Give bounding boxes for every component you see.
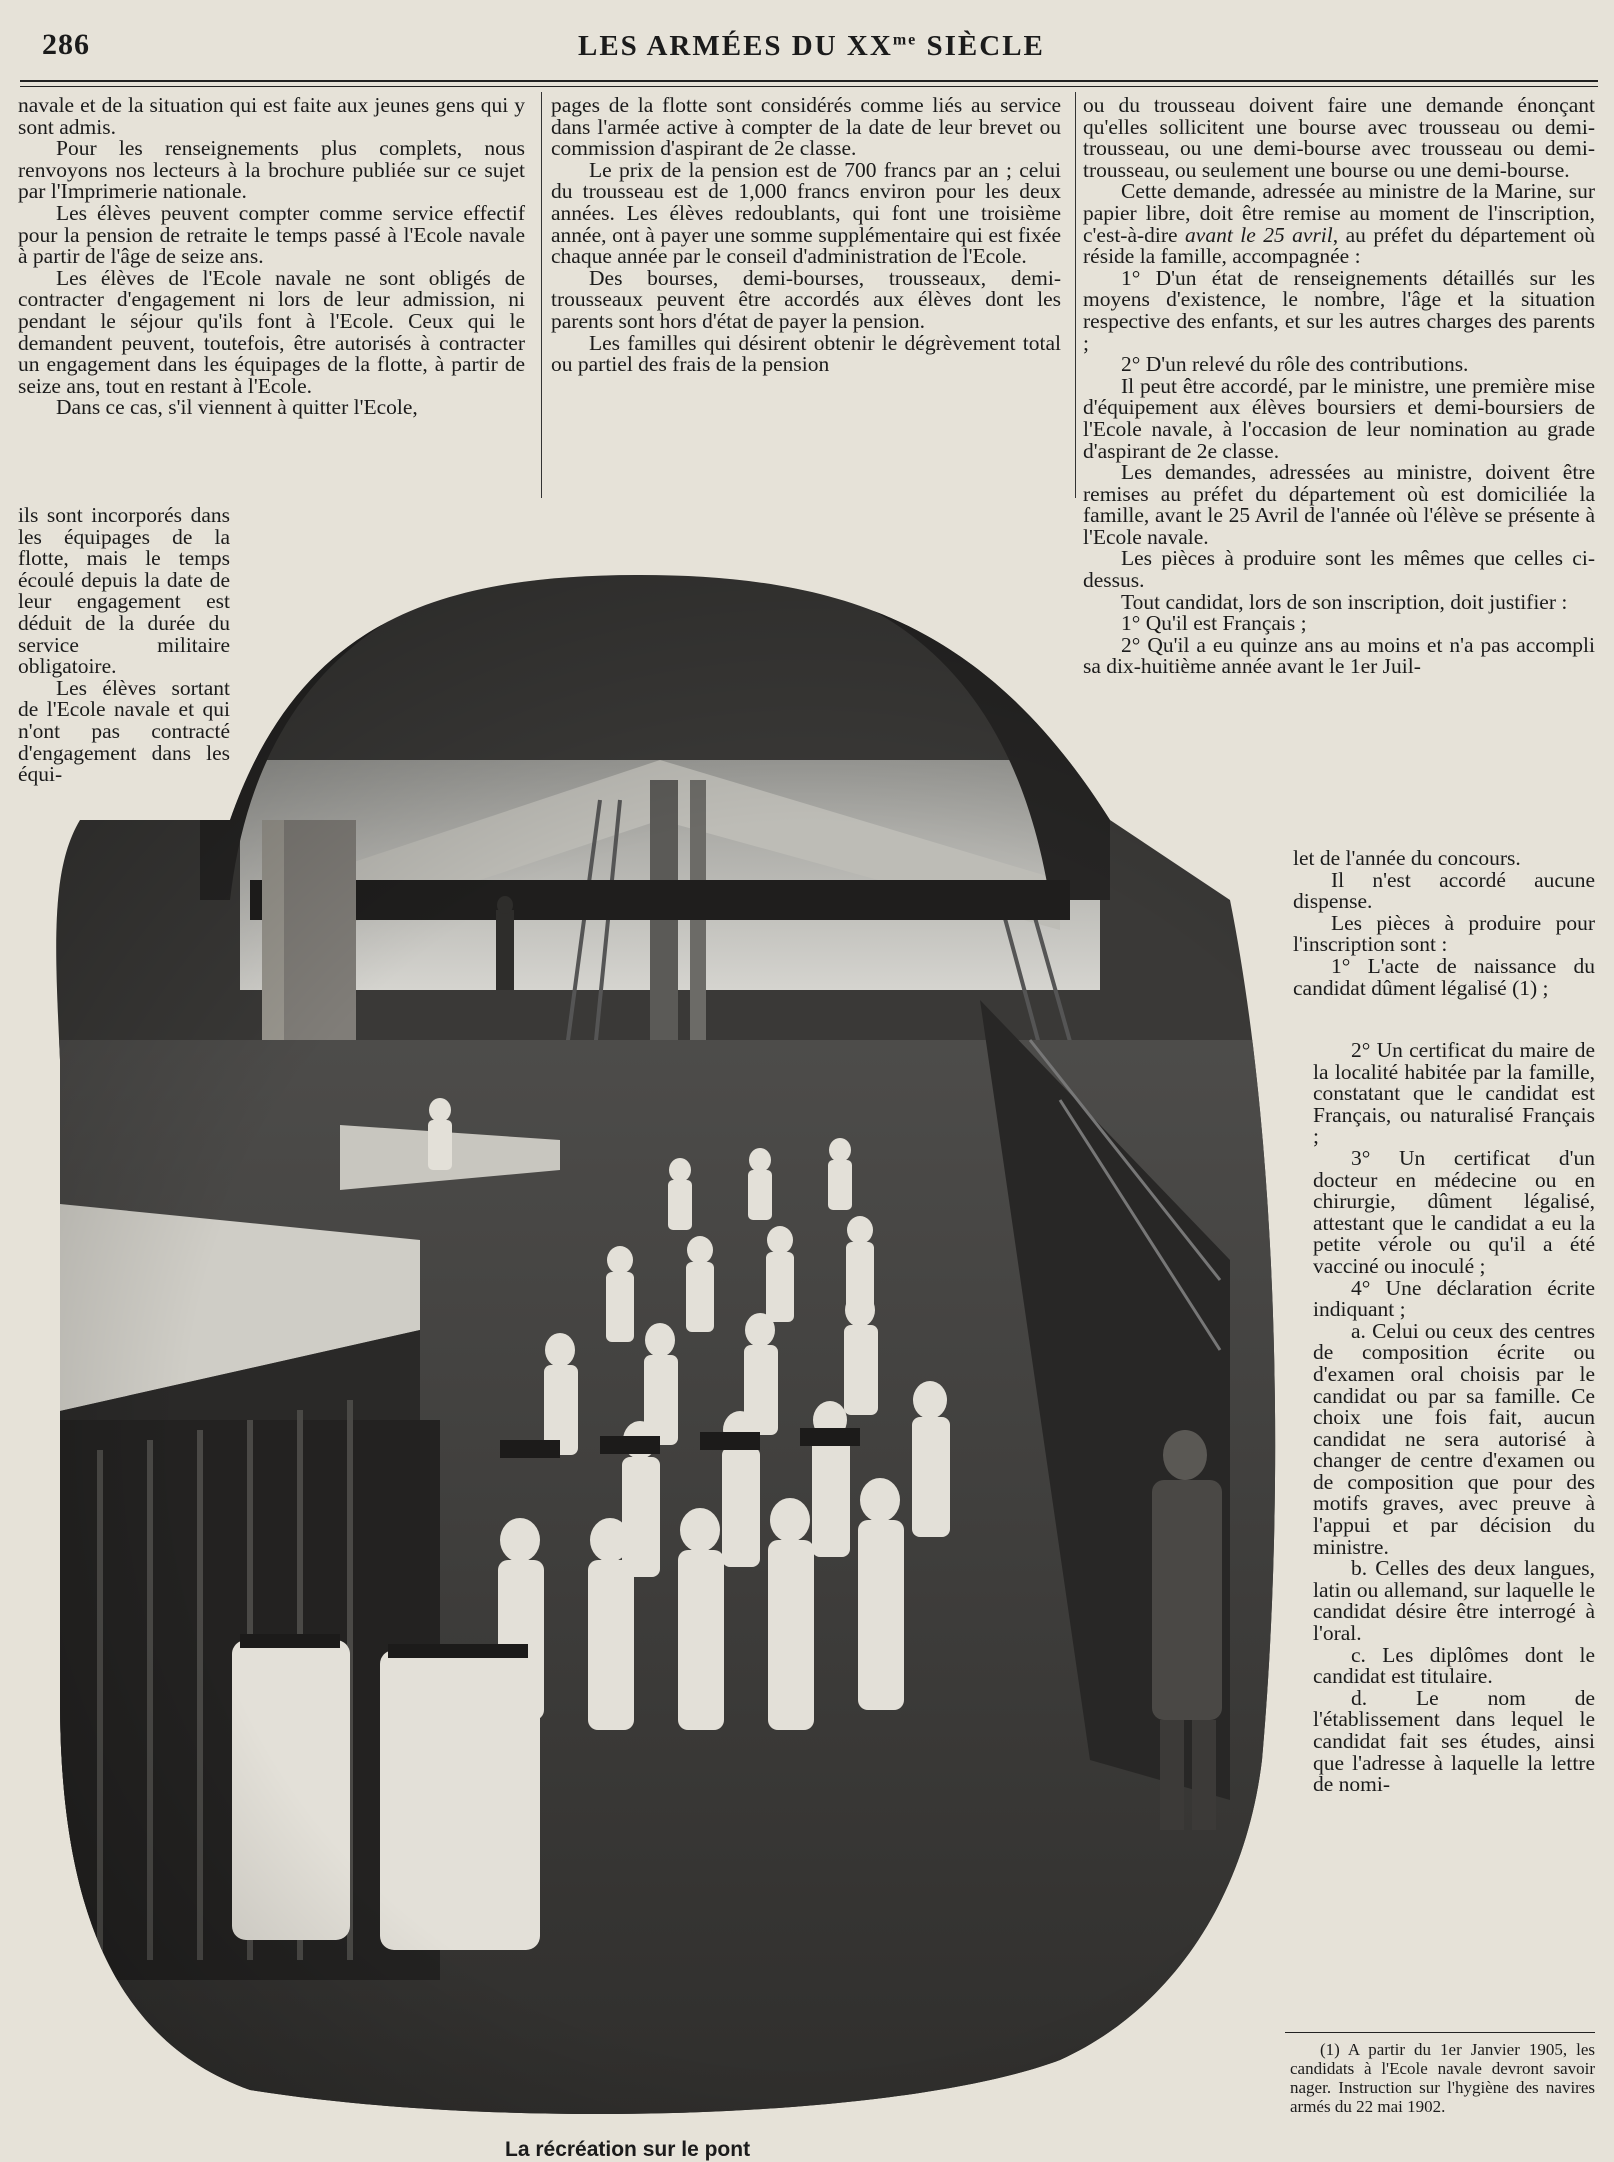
deadline-date: avant le 25 avril — [1185, 222, 1333, 247]
running-title-main: LES ARMÉES DU XX — [578, 30, 893, 62]
column-2 — [551, 95, 1061, 376]
footnote-rule — [1285, 2032, 1595, 2033]
column-3-paragraph: Il n'est accordé aucune dispense. — [1293, 867, 1595, 914]
column-3-list-item: c. Les diplômes dont le candidat est titulaire. — [1313, 1642, 1595, 1689]
column-3-list-item: 1° D'un état de renseignements détaillés sur les moyens d'existence, le nombre, l'âge et la situation respective des enfants, et sur les autres charges des parents ; — [1083, 265, 1595, 355]
column-3-mid — [1293, 848, 1595, 999]
column-2-paragraph: pages de la flotte sont considérés comme liés au service dans l'armée active à compter de la date de leur brevet ou commission d'aspirant de 2e classe. — [551, 93, 1061, 161]
column-3-narrow — [1313, 1040, 1595, 1796]
column-3-paragraph — [1083, 181, 1595, 267]
column-3-paragraph: Tout candidat, lors de son inscription, doit justifier : — [1121, 589, 1568, 614]
column-3-paragraph: Il peut être accordé, par le ministre, une première mise d'équipement aux élèves boursiers et demi-boursiers de l'Ecole navale, à l'occasion de leur nomination au grade d'aspirant de 2e classe. — [1083, 373, 1595, 463]
column-1-paragraph: Pour les renseignements plus complets, nous renvoyons nos lecteurs à la brochure publiée sur ce sujet par l'Imprimerie nationale. — [18, 136, 525, 204]
column-3-paragraph: let de l'année du concours. — [1293, 846, 1521, 870]
column-3-list-item: d. Le nom de l'établissement dans lequel le candidat fait ses études, ainsi que l'adresse à laquelle la lettre de nomi- — [1313, 1685, 1595, 1797]
inscription-text-end: , au préfet du département où réside la famille, accompagnée : — [1083, 222, 1596, 269]
inscription-text: Cette demande, adressée au ministre de la Marine, sur papier libre, doit être remise au moment de l'inscription, c'est-à-dire — [1083, 179, 1595, 247]
column-3-list-item: 1° Qu'il est Français ; — [1121, 611, 1307, 636]
page-number: 286 — [42, 28, 90, 61]
column-1-narrow — [18, 505, 230, 786]
column-2-paragraph: Les familles qui désirent obtenir le dégrèvement total ou partiel des frais de la pension — [551, 330, 1061, 377]
column-3-paragraph: ou du trousseau doivent faire une demande énonçant qu'elles sollicitent une bourse avec trousseau ou demi-trousseau, ou une demi-bourse avec trousseau ou demi-trousseau, ou seulement une bourse ou une demi-bourse. — [1083, 93, 1595, 182]
column-3-list-item: b. Celles des deux langues, latin ou allemand, sur laquelle le candidat désire être interrogé à l'oral. — [1313, 1556, 1595, 1646]
column-3 — [1083, 95, 1595, 678]
column-1-paragraph: Dans ce cas, s'il viennent à quitter l'Ecole, — [56, 395, 418, 420]
running-title-sup: me — [892, 31, 918, 49]
column-3-list-item: 2° Un certificat du maire de la localité habitée par la famille, constatant que le candidat est Français, ou naturalisé Français ; — [1313, 1038, 1595, 1149]
column-1 — [18, 95, 525, 419]
column-3-list-item: 1° L'acte de naissance du candidat dûment légalisé (1) ; — [1293, 953, 1595, 1000]
footnote-text: (1) A partir du 1er Janvier 1905, les candidats à l'Ecole navale devront savoir nager. Instruction sur l'hygiène des navires armés du 22 mai 1902. — [1290, 2040, 1595, 2116]
column-3-paragraph: Les pièces à produire pour l'inscription sont : — [1293, 910, 1595, 957]
running-title-end: SIÈCLE — [917, 30, 1045, 62]
column-3-paragraph: Les pièces à produire sont les mêmes que celles ci-dessus. — [1083, 546, 1595, 593]
column-3-list-item: 4° Une déclaration écrite indiquant ; — [1313, 1275, 1595, 1322]
column-1-paragraph: Les élèves de l'Ecole navale ne sont obligés de contracter d'engagement ni lors de leur admission, ni pendant le séjour qu'ils font à l'Ecole. Ceux qui le demandent peuvent, toutefois, être autorisés à contracter un engagement dans les équipages de la flotte, à partir de seize ans, tout en restant à l'Ecole. — [18, 265, 525, 398]
column-3-list-item: 2° Qu'il a eu quinze ans au moins et n'a pas accompli sa dix-huitième année avant le 1er Juil- — [1083, 632, 1595, 679]
column-3-list-item: a. Celui ou ceux des centres de composition écrite ou d'examen oral choisis par le candidat ou par sa famille. Ce choix une fois fait, aucun candidat ne sera autorisé à changer de centre d'examen ou de composition que pour des motifs graves, avec preuve à l'appui et par décision du ministre. — [1313, 1318, 1595, 1559]
column-1-paragraph: ils sont incorporés dans les équipages de la flotte, mais le temps écoulé depuis la date de leur engagement est déduit de la durée du service militaire obligatoire. — [18, 503, 230, 679]
column-1-paragraph: Les élèves peuvent compter comme service effectif pour la pension de retraite le temps passé à l'Ecole navale à partir de l'âge de seize ans. — [18, 200, 525, 269]
column-2-paragraph: Des bourses, demi-bourses, trousseaux, demi-trousseaux peuvent être accordés aux élèves dont les parents sont hors d'état de payer la pension. — [551, 265, 1061, 333]
column-1-paragraph: Les élèves sortant de l'Ecole navale et qui n'ont pas contracté d'engagement dans les équi- — [18, 675, 230, 787]
column-1-paragraph: navale et de la situation qui est faite aux jeunes gens qui y sont admis. — [18, 93, 525, 139]
column-3-list-item: 3° Un certificat d'un docteur en médecine ou en chirurgie, dûment légalisé, attestant que le candidat a eu la petite vérole ou qu'il a été vacciné ou inoculé ; — [1313, 1145, 1595, 1278]
column-3-list-item: 2° D'un relevé du rôle des contributions. — [1121, 352, 1469, 377]
figure-caption: La récréation sur le pont — [505, 2138, 751, 2161]
column-3-paragraph: Les demandes, adressées au ministre, doivent être remises au préfet du département où est domiciliée la famille, avant le 25 Avril de l'année où l'élève se présente à l'Ecole navale. — [1083, 460, 1595, 549]
footnote — [1290, 2040, 1595, 2116]
column-2-paragraph: Le prix de la pension est de 700 francs par an ; celui du trousseau est de 1,000 francs environ pour les deux années. Les élèves redoublants, qui font une troisième année, ont à payer une somme supplémentaire qui est fixée chaque année par le conseil d'administration de l'Ecole. — [551, 157, 1061, 269]
